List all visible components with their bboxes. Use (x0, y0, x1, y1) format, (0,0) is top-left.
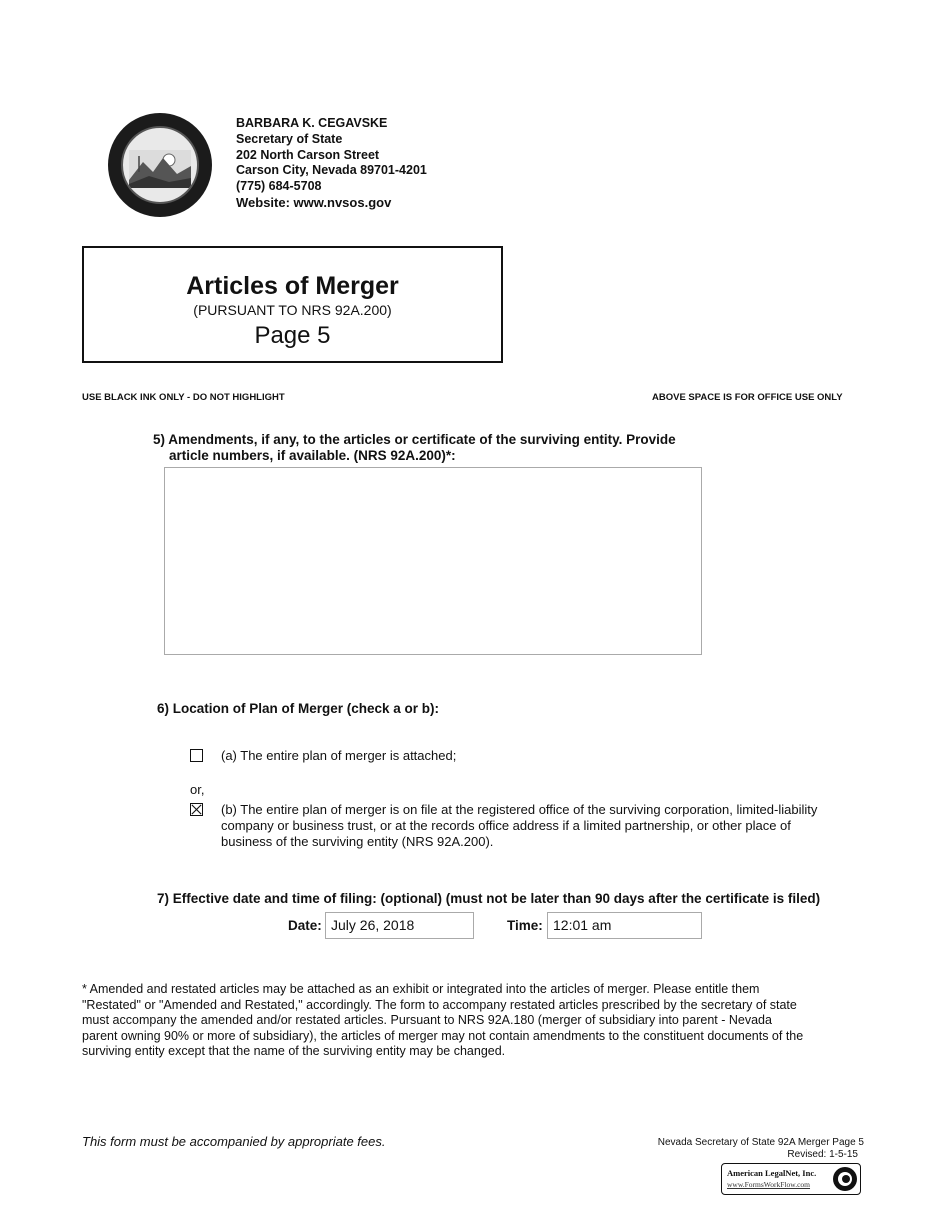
option-a-checkbox[interactable] (190, 749, 203, 762)
section7-label: 7) Effective date and time of filing: (optional) (must not be later than 90 days after the certificate is filed) (157, 891, 821, 906)
form-name: Nevada Secretary of State 92A Merger Page 5 (657, 1137, 864, 1148)
nevada-state-seal-icon (108, 113, 212, 217)
sos-title: Secretary of State (236, 131, 343, 146)
footnote-line4: parent owning 90% or more of subsidiary), the articles of merger may not contain amendments to the constituent documents of the (82, 1028, 804, 1043)
sos-phone: (775) 684-5708 (236, 179, 322, 194)
footnote-line3: must accompany the amended and/or restated articles. Pursuant to NRS 92A.180 (merger of subsidiary into parent - Nevada (82, 1013, 772, 1028)
date-input[interactable]: July 26, 2018 (325, 912, 474, 939)
amendments-textarea[interactable] (164, 467, 702, 655)
section5-label-line2: article numbers, if available. (NRS 92A.200)*: (169, 448, 456, 463)
date-label: Date: (288, 918, 322, 933)
office-use-note: ABOVE SPACE IS FOR OFFICE USE ONLY (652, 392, 843, 403)
fees-note: This form must be accompanied by appropriate fees. (82, 1134, 386, 1149)
option-b-line1: (b) The entire plan of merger is on file at the registered office of the surviving corporation, limited-liability (221, 802, 818, 817)
footnote (82, 982, 864, 1060)
logo-url: www.FormsWorkFlow.com (727, 1180, 811, 1189)
section5-label-line1: 5) Amendments, if any, to the articles or certificate of the surviving entity. Provide (153, 432, 676, 447)
option-b-label (221, 802, 817, 850)
checkmark-x-icon (191, 804, 202, 815)
sos-street: 202 North Carson Street (236, 147, 380, 162)
option-b-checkbox[interactable] (190, 803, 203, 816)
form-page-number: Page 5 (254, 322, 331, 349)
sos-name: BARBARA K. CEGAVSKE (236, 116, 388, 130)
logo-company-name: American LegalNet, Inc. (727, 1168, 817, 1178)
form-title-box (82, 246, 503, 363)
ink-instruction: USE BLACK INK ONLY - DO NOT HIGHLIGHT (82, 392, 285, 403)
option-b-line2: company or business trust, or at the records office address if a limited partnership, or other place of (221, 818, 791, 833)
footnote-line2: "Restated" or "Amended and Restated," accordingly. The form to accompany restated articles prescribed by the secretary of state (82, 997, 797, 1012)
form-subtitle: (PURSUANT TO NRS 92A.200) (193, 302, 392, 318)
sos-website: Website: www.nvsos.gov (236, 194, 392, 210)
sos-address-block (236, 116, 427, 211)
option-b-line3: business of the surviving entity (NRS 92A.200). (221, 834, 494, 849)
section5-label (153, 432, 676, 464)
section6-label: 6) Location of Plan of Merger (check a or b): (157, 701, 440, 716)
form-identifier (630, 1137, 864, 1161)
time-input[interactable]: 12:01 am (547, 912, 702, 939)
footnote-line5: surviving entity except that the name of the surviving entity may be changed. (82, 1044, 506, 1059)
or-text: or, (190, 782, 205, 797)
time-label: Time: (507, 918, 543, 933)
sos-city: Carson City, Nevada 89701-4201 (236, 163, 427, 178)
footnote-line1: * Amended and restated articles may be attached as an exhibit or integrated into the articles of merger. Please entitle them (82, 982, 760, 996)
american-legalnet-logo (721, 1163, 861, 1195)
american-legalnet-logo-icon (833, 1167, 857, 1191)
form-title: Articles of Merger (186, 272, 399, 300)
option-a-label: (a) The entire plan of merger is attached; (221, 748, 457, 763)
form-revised: Revised: 1-5-15 (787, 1149, 858, 1160)
